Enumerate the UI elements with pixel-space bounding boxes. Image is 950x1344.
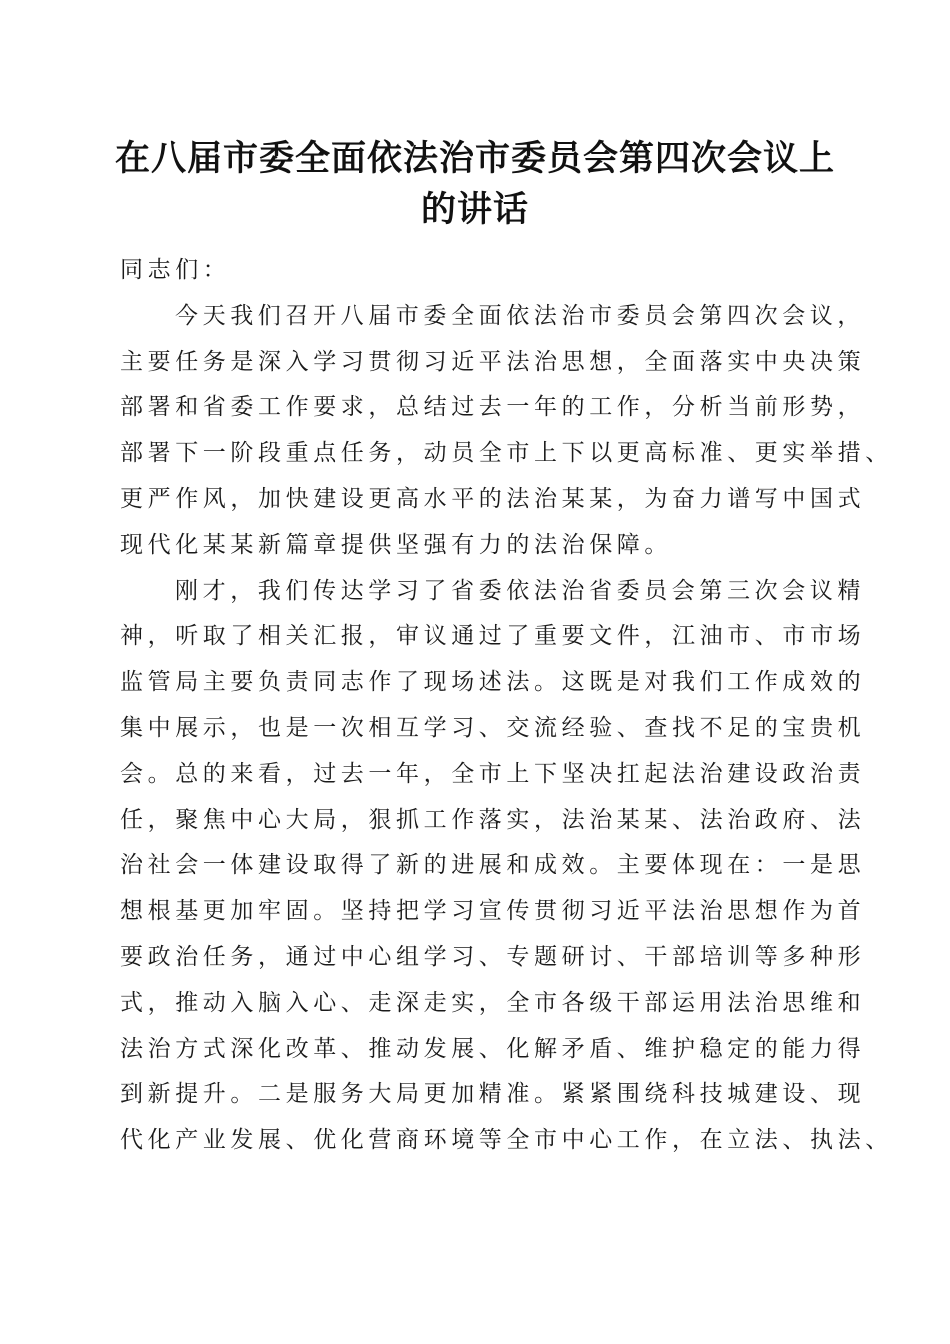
paragraph-line: 神，听取了相关汇报，审议通过了重要文件，江油市、市市场 <box>120 623 866 650</box>
title-line: 在八届市委全面依法治市委员会第四次会议上 <box>114 138 835 179</box>
paragraph-1 <box>120 294 893 569</box>
paragraph-line: 现代化某某新篇章提供坚强有力的法治保障。 <box>120 531 672 558</box>
paragraph-line: 要政治任务，通过中心组学习、专题研讨、干部培训等多种形 <box>120 943 866 970</box>
document-body <box>120 248 893 1164</box>
paragraph-line: 会。总的来看，过去一年，全市上下坚决扛起法治建设政治责 <box>120 760 866 787</box>
paragraph-line: 刚才，我们传达学习了省委依法治省委员会第三次会议精 <box>175 577 865 604</box>
paragraph-line: 部署和省委工作要求，总结过去一年的工作，分析当前形势， <box>120 394 866 421</box>
paragraph-line: 法治方式深化改革、推动发展、化解矛盾、维护稳定的能力得 <box>120 1035 866 1062</box>
document-title <box>100 133 850 235</box>
paragraph-line: 更严作风，加快建设更高水平的法治某某，为奋力谱写中国式 <box>120 485 866 512</box>
paragraph-line: 任，聚焦中心大局，狠抓工作落实，法治某某、法治政府、法 <box>120 806 866 833</box>
paragraph-line: 部署下一阶段重点任务，动员全市上下以更高标准、更实举措、 <box>120 440 893 467</box>
paragraph-2 <box>120 569 893 1164</box>
salutation: 同志们： <box>120 257 231 283</box>
paragraph-line: 治社会一体建设取得了新的进展和成效。主要体现在：一是思 <box>120 852 866 879</box>
paragraph-line: 监管局主要负责同志作了现场述法。这既是对我们工作成效的 <box>120 669 866 696</box>
paragraph-line: 式，推动入脑入心、走深走实，全市各级干部运用法治思维和 <box>120 989 866 1016</box>
paragraph-line: 集中展示，也是一次相互学习、交流经验、查找不足的宝贵机 <box>120 714 866 741</box>
title-line: 的讲话 <box>420 189 529 230</box>
paragraph-line: 想根基更加牢固。坚持把学习宣传贯彻习近平法治思想作为首 <box>120 898 866 925</box>
paragraph-line: 到新提升。二是服务大局更加精准。紧紧围绕科技城建设、现 <box>120 1081 866 1108</box>
paragraph-line: 代化产业发展、优化营商环境等全市中心工作，在立法、执法、 <box>120 1127 893 1154</box>
paragraph-line: 今天我们召开八届市委全面依法治市委员会第四次会议， <box>175 302 865 329</box>
paragraph-line: 主要任务是深入学习贯彻习近平法治思想，全面落实中央决策 <box>120 348 866 375</box>
